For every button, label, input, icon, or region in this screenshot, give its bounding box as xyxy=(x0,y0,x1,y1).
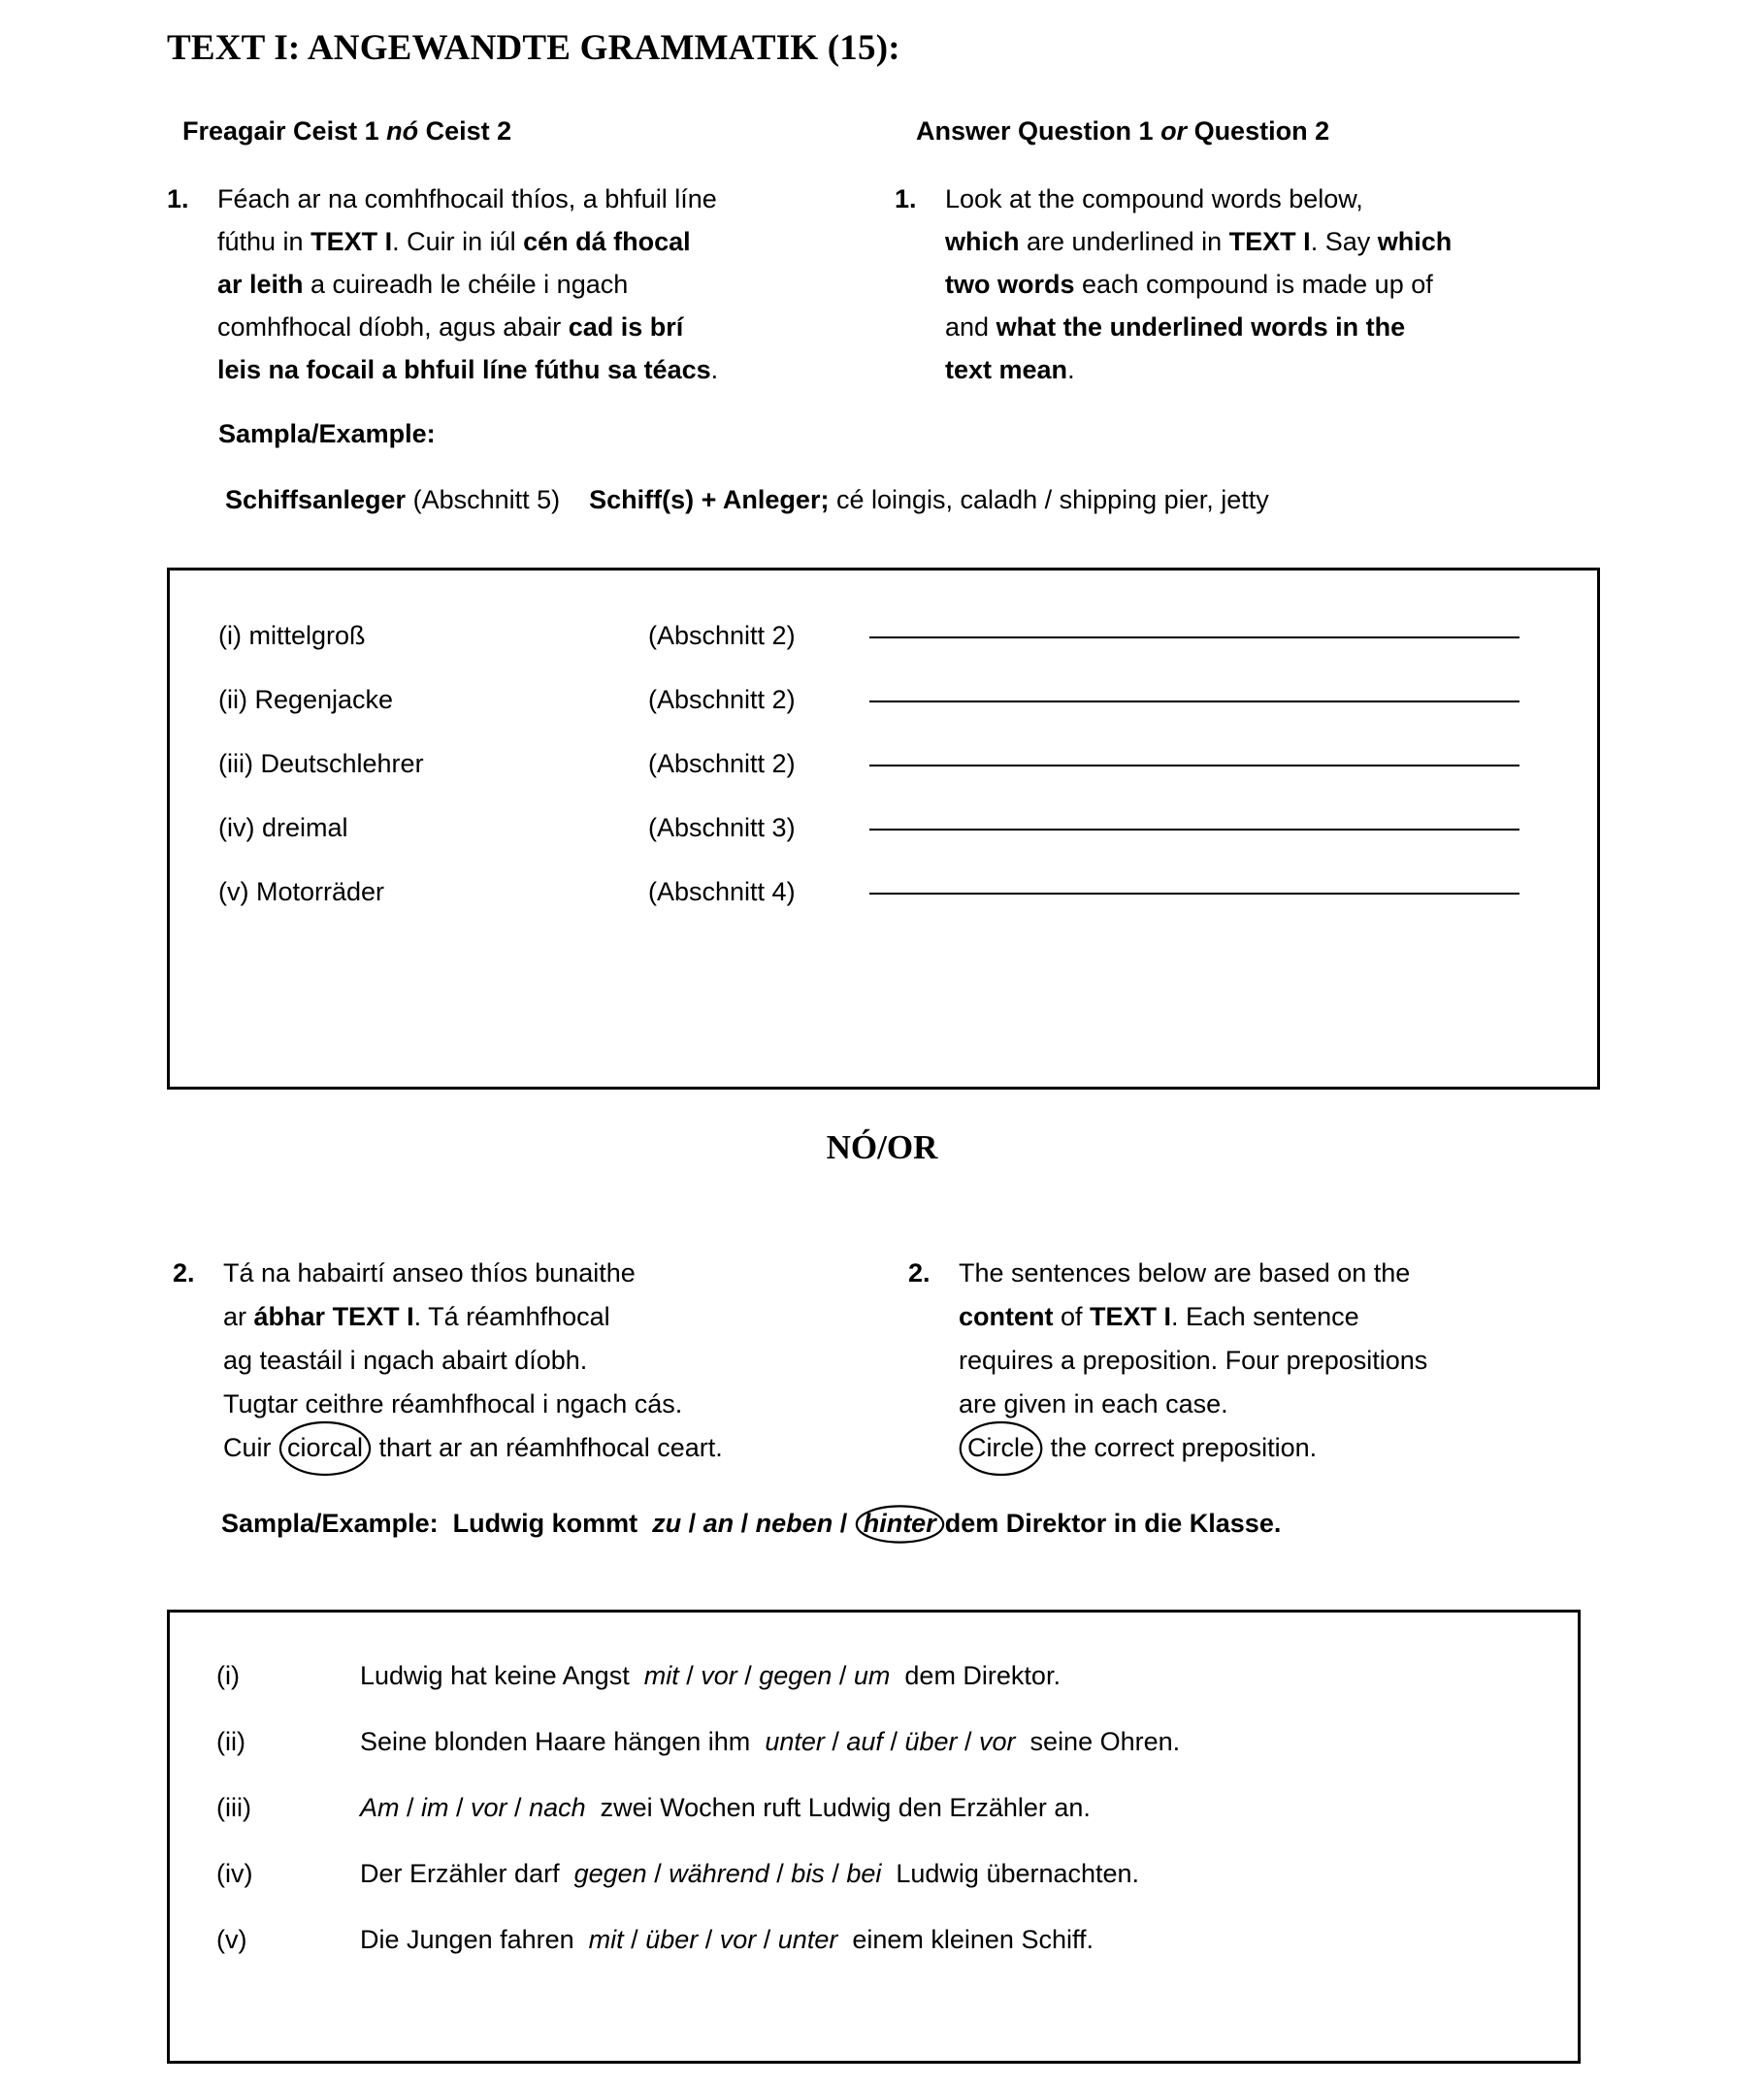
sentence-text: Seine blonden Haare hängen ihm unter / auf / über / vor seine Ohren. xyxy=(360,1727,1181,1756)
emphasis: cén dá fhocal xyxy=(523,227,691,256)
sentence-post: zwei Wochen ruft Ludwig den Erzähler an. xyxy=(600,1793,1091,1822)
text-line: text mean. xyxy=(945,355,1075,384)
text-line: ar ábhar TEXT I. Tá réamhfhocal xyxy=(223,1302,610,1331)
compound-label: (v) Motorräder xyxy=(218,877,385,906)
text-line-circle-instruction: Circle the correct preposition. xyxy=(959,1426,1427,1470)
sentence-pre: Seine blonden Haare hängen ihm xyxy=(360,1727,751,1756)
emphasis: which xyxy=(1377,227,1453,256)
preposition-option[interactable]: auf xyxy=(846,1727,883,1756)
sample-answer-q1 xyxy=(225,485,1269,515)
sentence-row xyxy=(216,1793,1091,1823)
sample-parts: Schiff(s) + Anleger; xyxy=(589,485,830,514)
question-2-number-irish: 2. xyxy=(173,1258,195,1287)
text-line: Tá na habairtí anseo thíos bunaithe xyxy=(223,1258,636,1287)
instruction-header-english xyxy=(916,116,1329,147)
question-1-irish-text xyxy=(217,178,718,391)
compound-label: (i) mittelgroß xyxy=(218,621,366,650)
preposition-option[interactable]: bei xyxy=(846,1859,882,1888)
sentence-text: Ludwig hat keine Angst mit / vor / gegen / um dem Direktor. xyxy=(360,1661,1061,1690)
compound-section: (Abschnitt 2) xyxy=(648,621,796,650)
sentence-text: Der Erzähler darf gegen / während / bis / bei Ludwig übernachten. xyxy=(360,1859,1140,1888)
sentence-row xyxy=(216,1859,1139,1889)
sentence-post: einem kleinen Schiff. xyxy=(852,1925,1094,1954)
preposition-option[interactable]: um xyxy=(853,1661,891,1690)
text-line: requires a preposition. Four prepositions xyxy=(959,1346,1428,1375)
preposition-option[interactable]: unter xyxy=(765,1727,825,1756)
question-2-english-text xyxy=(959,1252,1427,1470)
question-1-english-text xyxy=(945,178,1452,391)
emphasis: TEXT I xyxy=(1228,227,1311,256)
emphasis: ar leith xyxy=(217,270,304,299)
sentence-marker: (iii) xyxy=(216,1793,251,1822)
emphasis: TEXT I xyxy=(1090,1302,1172,1331)
instruction-header-irish-post: Ceist 2 xyxy=(418,116,512,146)
answer-blank-line[interactable] xyxy=(869,828,1519,831)
compound-row xyxy=(218,685,1519,715)
circled-word-english: Circle xyxy=(959,1426,1043,1470)
text-line: ag teastáil i ngach abairt díobh. xyxy=(223,1346,588,1375)
text-line: ar leith a cuireadh le chéile i ngach xyxy=(217,270,629,299)
emphasis: which xyxy=(945,227,1020,256)
preposition-option[interactable]: gegen xyxy=(573,1859,647,1888)
emphasis: leis na focail a bhfuil líne fúthu sa téacs xyxy=(217,355,711,384)
preposition-option[interactable]: unter xyxy=(777,1925,838,1954)
text-line: which are underlined in TEXT I. Say which xyxy=(945,227,1453,256)
question-1-number-irish: 1. xyxy=(167,184,189,213)
sample-sentence-pre: Ludwig kommt xyxy=(452,1509,638,1538)
instruction-header-english-post: Question 2 xyxy=(1187,116,1330,146)
answer-blank-line[interactable] xyxy=(869,892,1519,895)
preposition-option[interactable]: Am xyxy=(360,1793,400,1822)
preposition-option[interactable]: vor xyxy=(471,1793,507,1822)
compounds-answer-box xyxy=(167,568,1600,1090)
circled-word-irish: ciorcal xyxy=(278,1426,372,1470)
sample-word: Schiffsanleger xyxy=(225,485,407,514)
preposition-option[interactable]: mit xyxy=(643,1661,679,1690)
sentence-pre: Der Erzähler darf xyxy=(360,1859,560,1888)
sample-gloss: cé loingis, caladh / shipping pier, jetty xyxy=(835,485,1269,514)
emphasis: cad is brí xyxy=(568,312,684,342)
sentence-post: seine Ohren. xyxy=(1029,1727,1181,1756)
emphasis: two words xyxy=(945,270,1075,299)
sentence-post: dem Direktor. xyxy=(904,1661,1061,1690)
sentence-marker: (ii) xyxy=(216,1727,245,1756)
answer-blank-line[interactable] xyxy=(869,636,1519,638)
circled-preposition-sample: hinter xyxy=(855,1509,945,1539)
text-line: two words each compound is made up of xyxy=(945,270,1433,299)
question-1-irish xyxy=(167,178,718,391)
compound-row xyxy=(218,877,1519,907)
text-line: The sentences below are based on the xyxy=(959,1258,1411,1287)
text-line: Tugtar ceithre réamhfhocal i ngach cás. xyxy=(223,1389,683,1418)
question-1-number-english: 1. xyxy=(895,184,917,213)
sentence-row xyxy=(216,1661,1061,1691)
emphasis: ábhar xyxy=(253,1302,326,1331)
compound-row xyxy=(218,813,1519,843)
compound-row xyxy=(218,621,1519,651)
compound-section: (Abschnitt 2) xyxy=(648,685,796,714)
sentence-pre: Die Jungen fahren xyxy=(360,1925,574,1954)
preposition-option[interactable]: vor xyxy=(701,1661,737,1690)
instruction-header-irish-pre: Freagair Ceist 1 xyxy=(182,116,387,146)
instruction-header-irish xyxy=(182,116,511,147)
text-line-circle-instruction: Cuir ciorcal thart ar an réamhfhocal ceart. xyxy=(223,1426,723,1470)
sample-label-q1: Sampla/Example: xyxy=(218,419,436,448)
preposition-option[interactable]: im xyxy=(421,1793,449,1822)
sentence-marker: (v) xyxy=(216,1925,247,1954)
sentence-text: Am / im / vor / nach zwei Wochen ruft Ludwig den Erzähler an. xyxy=(360,1793,1091,1822)
text-line: leis na focail a bhfuil líne fúthu sa téacs. xyxy=(217,355,719,384)
text-line: Look at the compound words below, xyxy=(945,184,1363,213)
preposition-option[interactable]: vor xyxy=(979,1727,1016,1756)
question-2-number-english: 2. xyxy=(908,1258,931,1287)
divider-no-or: NÓ/OR xyxy=(826,1128,938,1166)
compound-label: (ii) Regenjacke xyxy=(218,685,394,714)
sentence-pre: Ludwig hat keine Angst xyxy=(360,1661,630,1690)
question-2-irish xyxy=(173,1252,723,1470)
text-line: Féach ar na comhfhocail thíos, a bhfuil líne xyxy=(217,184,717,213)
sentence-marker: (i) xyxy=(216,1661,240,1690)
question-2-english xyxy=(908,1252,1427,1470)
sentence-marker: (iv) xyxy=(216,1859,253,1888)
instruction-header-english-pre: Answer Question 1 xyxy=(916,116,1161,146)
sentence-row xyxy=(216,1727,1180,1757)
question-2-irish-text xyxy=(223,1252,723,1470)
emphasis: TEXT I xyxy=(310,227,393,256)
sentence-text: Die Jungen fahren mit / über / vor / unter einem kleinen Schiff. xyxy=(360,1925,1094,1954)
preposition-option[interactable]: während xyxy=(669,1859,769,1888)
compound-label: (iv) dreimal xyxy=(218,813,348,842)
sentence-post: Ludwig übernachten. xyxy=(896,1859,1140,1888)
answer-blank-line[interactable] xyxy=(869,700,1519,702)
preposition-option[interactable]: zu xyxy=(652,1509,682,1538)
compound-section: (Abschnitt 3) xyxy=(648,813,796,842)
sample-section: (Abschnitt 5) xyxy=(412,485,561,514)
preposition-option[interactable]: neben xyxy=(755,1509,833,1538)
text-line: fúthu in TEXT I. Cuir in iúl cén dá fhocal xyxy=(217,227,691,256)
compound-row xyxy=(218,749,1519,779)
text-line: are given in each case. xyxy=(959,1389,1228,1418)
instruction-header-english-em: or xyxy=(1160,116,1188,146)
page-title: TEXT I: ANGEWANDTE GRAMMATIK (15): xyxy=(167,28,900,68)
text-line: content of TEXT I. Each sentence xyxy=(959,1302,1359,1331)
sample-sentence-post: dem Direktor in die Klasse. xyxy=(944,1509,1282,1538)
compound-section: (Abschnitt 2) xyxy=(648,749,796,778)
preposition-option[interactable]: gegen xyxy=(759,1661,833,1690)
preposition-option[interactable]: über xyxy=(645,1925,699,1954)
preposition-option[interactable]: vor xyxy=(719,1925,757,1954)
text-line: comhfhocal díobh, agus abair cad is brí xyxy=(217,312,684,342)
question-1-english xyxy=(895,178,1452,391)
instruction-header-irish-em: nó xyxy=(386,116,419,146)
preposition-option[interactable]: an xyxy=(702,1509,735,1538)
preposition-option[interactable]: bis xyxy=(791,1859,825,1888)
preposition-option[interactable]: nach xyxy=(529,1793,586,1822)
preposition-option[interactable]: über xyxy=(904,1727,958,1756)
sample-sentence-q2: Sampla/Example: Ludwig kommt zu / an / neben / hinter dem Direktor in die Klasse. xyxy=(221,1509,1281,1539)
emphasis: content xyxy=(959,1302,1054,1331)
sentences-answer-box xyxy=(167,1610,1581,2064)
emphasis: what the underlined words in the xyxy=(996,312,1406,342)
sentence-row xyxy=(216,1925,1094,1955)
compound-label: (iii) Deutschlehrer xyxy=(218,749,424,778)
answer-blank-line[interactable] xyxy=(869,764,1519,766)
emphasis: text mean xyxy=(945,355,1068,384)
preposition-option[interactable]: mit xyxy=(588,1925,624,1954)
emphasis: TEXT I xyxy=(332,1302,414,1331)
compound-section: (Abschnitt 4) xyxy=(648,877,796,906)
sample-label-q2: Sampla/Example: xyxy=(221,1509,439,1538)
text-line: and what the underlined words in the xyxy=(945,312,1406,342)
